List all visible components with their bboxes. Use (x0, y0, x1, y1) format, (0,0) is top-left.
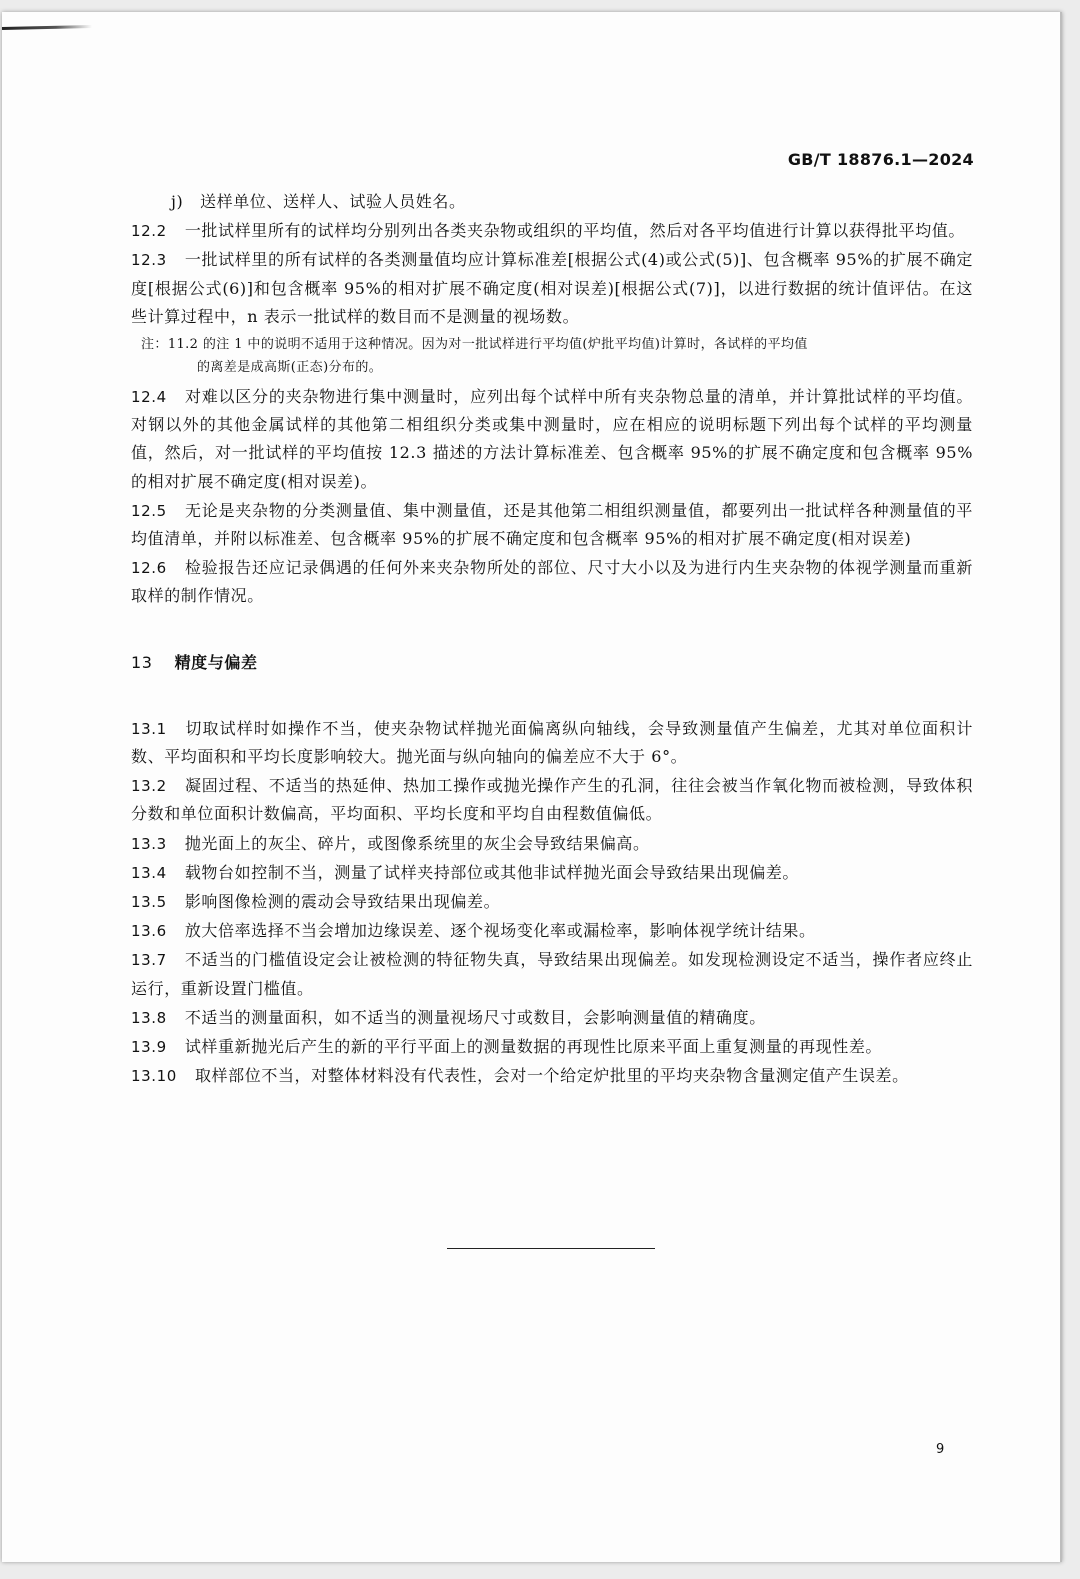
clause-13-5 (131, 888, 973, 916)
clause-number: 12.6 (131, 559, 167, 578)
clause-13-10 (131, 1062, 973, 1090)
clause-12-5 (131, 497, 973, 553)
clause-number: 13.7 (131, 951, 167, 970)
note-line-1: 11.2 的注 1 中的说明不适用于这种情况。因为对一批试样进行平均值(炉批平均值)计算时，各试样的平均值 (167, 337, 808, 353)
clause-12-6 (131, 554, 973, 610)
clause-number: 12.3 (131, 251, 167, 270)
clause-13-4 (131, 859, 973, 887)
scan-edge-mark (2, 25, 92, 30)
clause-text: 载物台如控制不当，测量了试样夹持部位或其他非试样抛光面会导致结果出现偏差。 (184, 862, 800, 882)
clause-13-1 (131, 715, 973, 771)
clause-text: 影响图像检测的震动会导致结果出现偏差。 (184, 892, 501, 912)
page-number: 9 (936, 1442, 945, 1457)
clause-number: 13.1 (131, 719, 167, 738)
clause-text: 一批试样里的所有试样的各类测量值均应计算标准差[根据公式(4)或公式(5)]、包含概率 95%的扩展不确定度[根据公式(6)]和包含概率 95%的相对扩展不确定度(相对误差)[根据公式(7)]，以进行数据的统计值评估。在这些计算过程中，n 表示一批试样的数目而不是测量的视场数。 (131, 250, 973, 326)
clause-13-7 (131, 946, 973, 1002)
clause-12-2 (131, 217, 973, 245)
clause-number: 13.5 (131, 893, 167, 912)
clause-text: 无论是夹杂物的分类测量值、集中测量值，还是其他第二相组织测量值，都要列出一批试样各种测量值的平均值清单，并附以标准差、包含概率 95%的扩展不确定度和包含概率 95%的相对扩展不确定度(相对误差) (131, 500, 973, 549)
clause-number: 13.6 (131, 922, 167, 941)
note-label: 注： (141, 337, 168, 353)
note-line-2: 的离差是成高斯(正态)分布的。 (197, 360, 383, 376)
clause-text: 试样重新抛光后产生的新的平行平面上的测量数据的再现性比原来平面上重复测量的再现性差。 (184, 1037, 883, 1057)
clause-text: 凝固过程、不适当的热延伸、热加工操作或抛光操作产生的孔洞，往往会被当作氧化物而被检测，导致体积分数和单位面积计数偏高，平均面积、平均长度和平均自由程数值偏低。 (131, 776, 973, 824)
clause-text: 取样部位不当，对整体材料没有代表性，会对一个给定炉批里的平均夹杂物含量测定值产生误差。 (194, 1066, 909, 1086)
clause-number: 13.3 (131, 834, 167, 853)
end-of-document-rule (447, 1248, 655, 1249)
clause-text: 不适当的门槛值设定会让被检测的特征物失真，导致结果出现偏差。如发现检测设定不适当，操作者应终止运行，重新设置门槛值。 (131, 950, 973, 998)
section-title-13 (131, 649, 973, 677)
clause-number: 13.9 (131, 1038, 167, 1057)
clause-text: 检验报告还应记录偶遇的任何外来夹杂物所处的部位、尺寸大小以及为进行内生夹杂物的体视学测量而重新取样的制作情况。 (131, 558, 973, 606)
document-page (2, 12, 1062, 1562)
clause-text: 对难以区分的夹杂物进行集中测量时，应列出每个试样中所有夹杂物总量的清单，并计算批试样的平均值。对钢以外的其他金属试样的其他第二相组织分类或集中测量时，应在相应的说明标题下列出每个试样的平均测量值，然后，对一批试样的平均值按 12.3 描述的方法计算标准差、包含概率 95%的扩展不确定度和包含概率 95%的相对扩展不确定度(相对误差)。 (131, 387, 973, 491)
document-code: GB/T 18876.1—2024 (787, 150, 974, 169)
list-item-j: j) 送样单位、送样人、试验人员姓名。 (171, 192, 466, 211)
clause-number: 13.4 (131, 863, 167, 882)
clause-13-2 (131, 772, 973, 828)
clause-13-9 (131, 1033, 973, 1061)
note (131, 333, 973, 379)
clause-number: 12.5 (131, 501, 167, 520)
clause-number: 12.4 (131, 388, 167, 407)
clause-number: 13.10 (131, 1067, 177, 1086)
section-number: 13 (131, 652, 153, 672)
clause-12-3 (131, 246, 973, 331)
clause-number: 13.8 (131, 1008, 167, 1027)
clause-text: 切取试样时如操作不当，使夹杂物试样抛光面偏离纵向轴线，会导致测量值产生偏差，尤其对单位面积计数、平均面积和平均长度影响较大。抛光面与纵向轴向的偏差应不大于 6°。 (131, 718, 973, 767)
clause-13-3 (131, 830, 973, 858)
clause-number: 12.2 (131, 222, 167, 241)
document-body (131, 188, 973, 1091)
clause-12-4 (131, 383, 973, 496)
clause-number: 13.2 (131, 777, 167, 796)
clause-text: 一批试样里所有的试样均分别列出各类夹杂物或组织的平均值，然后对各平均值进行计算以获得批平均值。 (184, 221, 966, 241)
clause-text: 放大倍率选择不当会增加边缘误差、逐个视场变化率或漏检率，影响体视学统计结果。 (184, 921, 816, 941)
clause-text: 不适当的测量面积，如不适当的测量视场尺寸或数目，会影响测量值的精确度。 (184, 1007, 766, 1027)
clause-13-8 (131, 1004, 973, 1032)
clause-text: 抛光面上的灰尘、碎片，或图像系统里的灰尘会导致结果偏高。 (184, 833, 650, 853)
section-heading: 精度与偏差 (174, 652, 258, 672)
clause-13-6 (131, 917, 973, 945)
